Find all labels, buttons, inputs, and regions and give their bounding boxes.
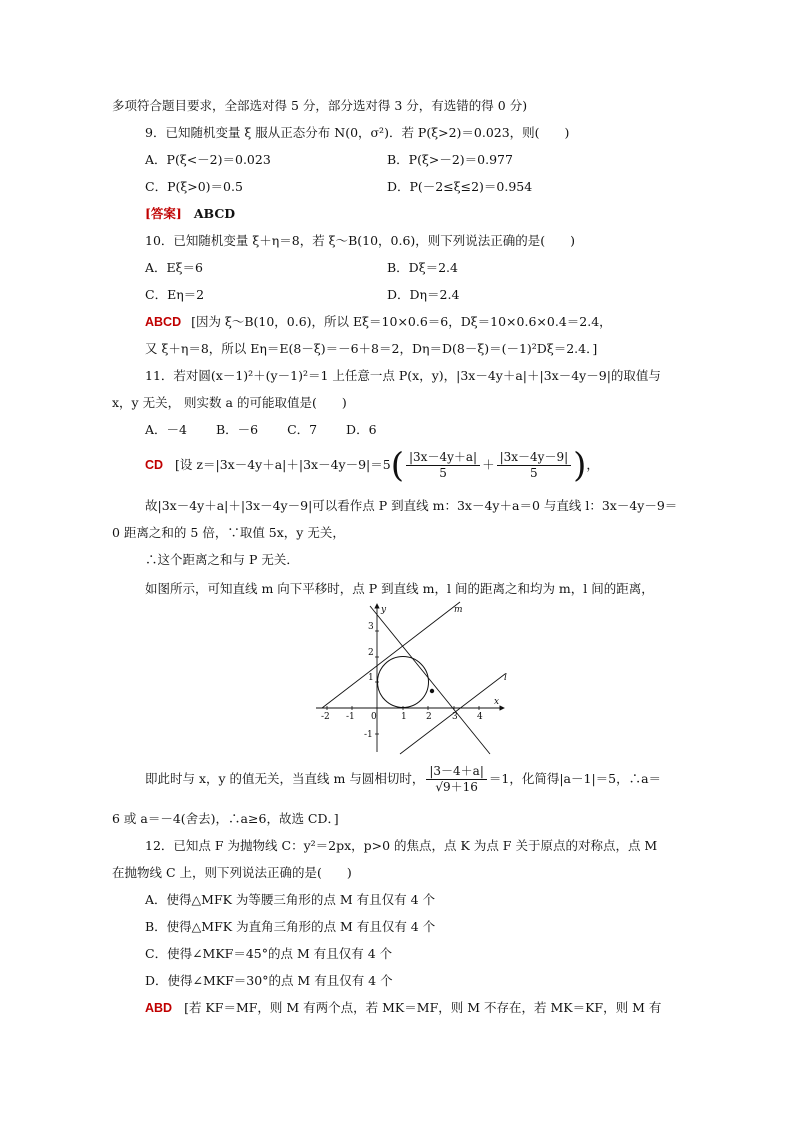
q11-frac2-den: 5: [530, 466, 538, 480]
left-bracket: (: [390, 445, 404, 486]
q11-frac1-num: |3x－4y＋a|: [406, 450, 480, 466]
x-tick-label: 2: [426, 712, 432, 722]
q11-sol-suffix: ，: [586, 457, 599, 472]
q12-answer: ABD: [145, 1001, 173, 1015]
line-m-label: m: [454, 605, 463, 615]
origin-label: 0: [371, 712, 377, 722]
right-bracket: ): [573, 445, 587, 486]
y-tick-label: 1: [368, 673, 374, 683]
q10-explanation-2: 又 ξ＋η＝8，所以 Eη＝E(8－ξ)＝－6＋8＝2，Dη＝D(8－ξ)＝(－1)²Dξ＝2.4．]: [145, 341, 598, 356]
q11-plus: ＋: [482, 457, 495, 472]
q11-solution-7: 6 或 a＝－4(舍去)，∴a≥6，故选 CD．]: [112, 811, 339, 826]
circle: [378, 657, 429, 708]
y-tick-label: -1: [364, 730, 373, 740]
q9-stem: 9．已知随机变量 ξ 服从正态分布 N(0，σ²)．若 P(ξ>2)＝0.023，则( ): [145, 125, 570, 140]
q12-option-d: D．使得∠MKF＝30°的点 M 有且仅有 4 个: [145, 973, 393, 988]
q11-frac1-den: 5: [439, 466, 447, 480]
x-tick-label: -2: [321, 712, 330, 722]
q11-fraction-2: [497, 450, 572, 481]
y-tick-label: 3: [368, 622, 374, 632]
q12-stem-1: 12．已知点 F 为抛物线 C：y²＝2px，p>0 的焦点，点 K 为点 F 关于原点的对称点，点 M: [145, 838, 658, 853]
q10-explanation-1: [因为 ξ～B(10，0.6)，所以 Eξ＝10×0.6＝6，Dξ＝10×0.6×0.4＝2.4，: [191, 314, 612, 329]
q12-explanation-line: [145, 999, 661, 1017]
tangent-point: [430, 689, 434, 693]
q11-stem-2: x，y 无关， 则实数 a 的可能取值是( ): [112, 395, 347, 410]
q11-frac2-num: |3x－4y－9|: [497, 450, 572, 466]
q11-solution-4: ∴这个距离之和与 P 无关．: [145, 552, 299, 567]
q10-option-c: C．Eη＝2: [145, 287, 205, 302]
x-tick-label: 3: [452, 712, 458, 722]
q10-stem: 10．已知随机变量 ξ＋η＝8，若 ξ～B(10，0.6)，则下列说法正确的是( ): [145, 233, 576, 248]
q9-answer: ABCD: [193, 206, 236, 221]
q9-answer-line: [145, 205, 235, 223]
x-tick-label: 1: [401, 712, 407, 722]
q10-option-d: D．Dη＝2.4: [387, 287, 460, 302]
q11-answer: CD: [145, 458, 164, 472]
q11-solution-2: 故|3x－4y＋a|＋|3x－4y－9|可以看作点 P 到直线 m：3x－4y＋a＝0 与直线 l：3x－4y－9＝: [145, 498, 678, 513]
q10-answer: ABCD: [145, 315, 182, 329]
y-axis-label: y: [381, 605, 387, 615]
x-tick-label: 4: [477, 712, 483, 722]
q12-explanation: [若 KF＝MF，则 M 有两个点，若 MK＝MF，则 M 不存在，若 MK＝KF，则 M 有: [184, 1000, 662, 1015]
q11-solution-5: 如图所示，可知直线 m 向下平移时，点 P 到直线 m，l 间的距离之和均为 m，l 间的距离，: [145, 581, 654, 596]
x-axis-label: x: [494, 697, 500, 707]
q11-solution-6: [145, 762, 661, 796]
q9-option-a: A．P(ξ<－2)＝0.023: [145, 152, 271, 167]
q11-stem-1: 11．若对圆(x－1)²＋(y－1)²＝1 上任意一点 P(x，y)，|3x－4y＋a|＋|3x－4y－9|的取值与: [145, 368, 661, 383]
circle-lines-figure: [310, 598, 520, 756]
q10-option-a: A．Eξ＝6: [145, 260, 203, 275]
q9-option-d: D．P(－2≤ξ≤2)＝0.954: [387, 179, 533, 194]
q9-answer-tag: [答案]: [145, 206, 182, 221]
q9-option-b: B．P(ξ>－2)＝0.977: [387, 152, 513, 167]
q9-option-c: C．P(ξ>0)＝0.5: [145, 179, 243, 194]
q11-solution-line1: [145, 445, 599, 486]
q11-options: A．－4 B．－6 C．7 D．6: [145, 422, 377, 437]
line-l-label: l: [504, 673, 507, 683]
descending-line: [370, 606, 490, 754]
q12-option-a: A．使得△MFK 为等腰三角形的点 M 有且仅有 4 个: [145, 892, 436, 907]
q11-fraction-3: [426, 764, 487, 795]
q11-sol-prefix: [设 z＝|3x－4y＋a|＋|3x－4y－9|＝5: [175, 457, 391, 472]
q11-fraction-1: [406, 450, 480, 481]
y-tick-label: 2: [368, 648, 374, 658]
q12-option-b: B．使得△MFK 为直角三角形的点 M 有且仅有 4 个: [145, 919, 436, 934]
q11-frac3-den: √9＋16: [435, 780, 478, 794]
q11-frac3-num: |3－4＋a|: [426, 764, 487, 780]
q11-solution-3: 0 距离之和的 5 倍，∵取值 5x，y 无关，: [112, 525, 345, 540]
q11-l6-suffix: ＝1，化简得|a－1|＝5，∴a＝: [488, 771, 662, 786]
intro-text: 多项符合题目要求，全部选对得 5 分，部分选对得 3 分，有选错的得 0 分): [112, 98, 528, 113]
q11-l6-prefix: 即此时与 x，y 的值无关，当直线 m 与圆相切时，: [145, 771, 425, 786]
q12-stem-2: 在抛物线 C 上，则下列说法正确的是( ): [112, 865, 352, 880]
x-tick-label: -1: [346, 712, 355, 722]
q10-option-b: B．Dξ＝2.4: [387, 260, 458, 275]
q12-option-c: C．使得∠MKF＝45°的点 M 有且仅有 4 个: [145, 946, 393, 961]
q10-explanation-line1: [145, 313, 612, 331]
